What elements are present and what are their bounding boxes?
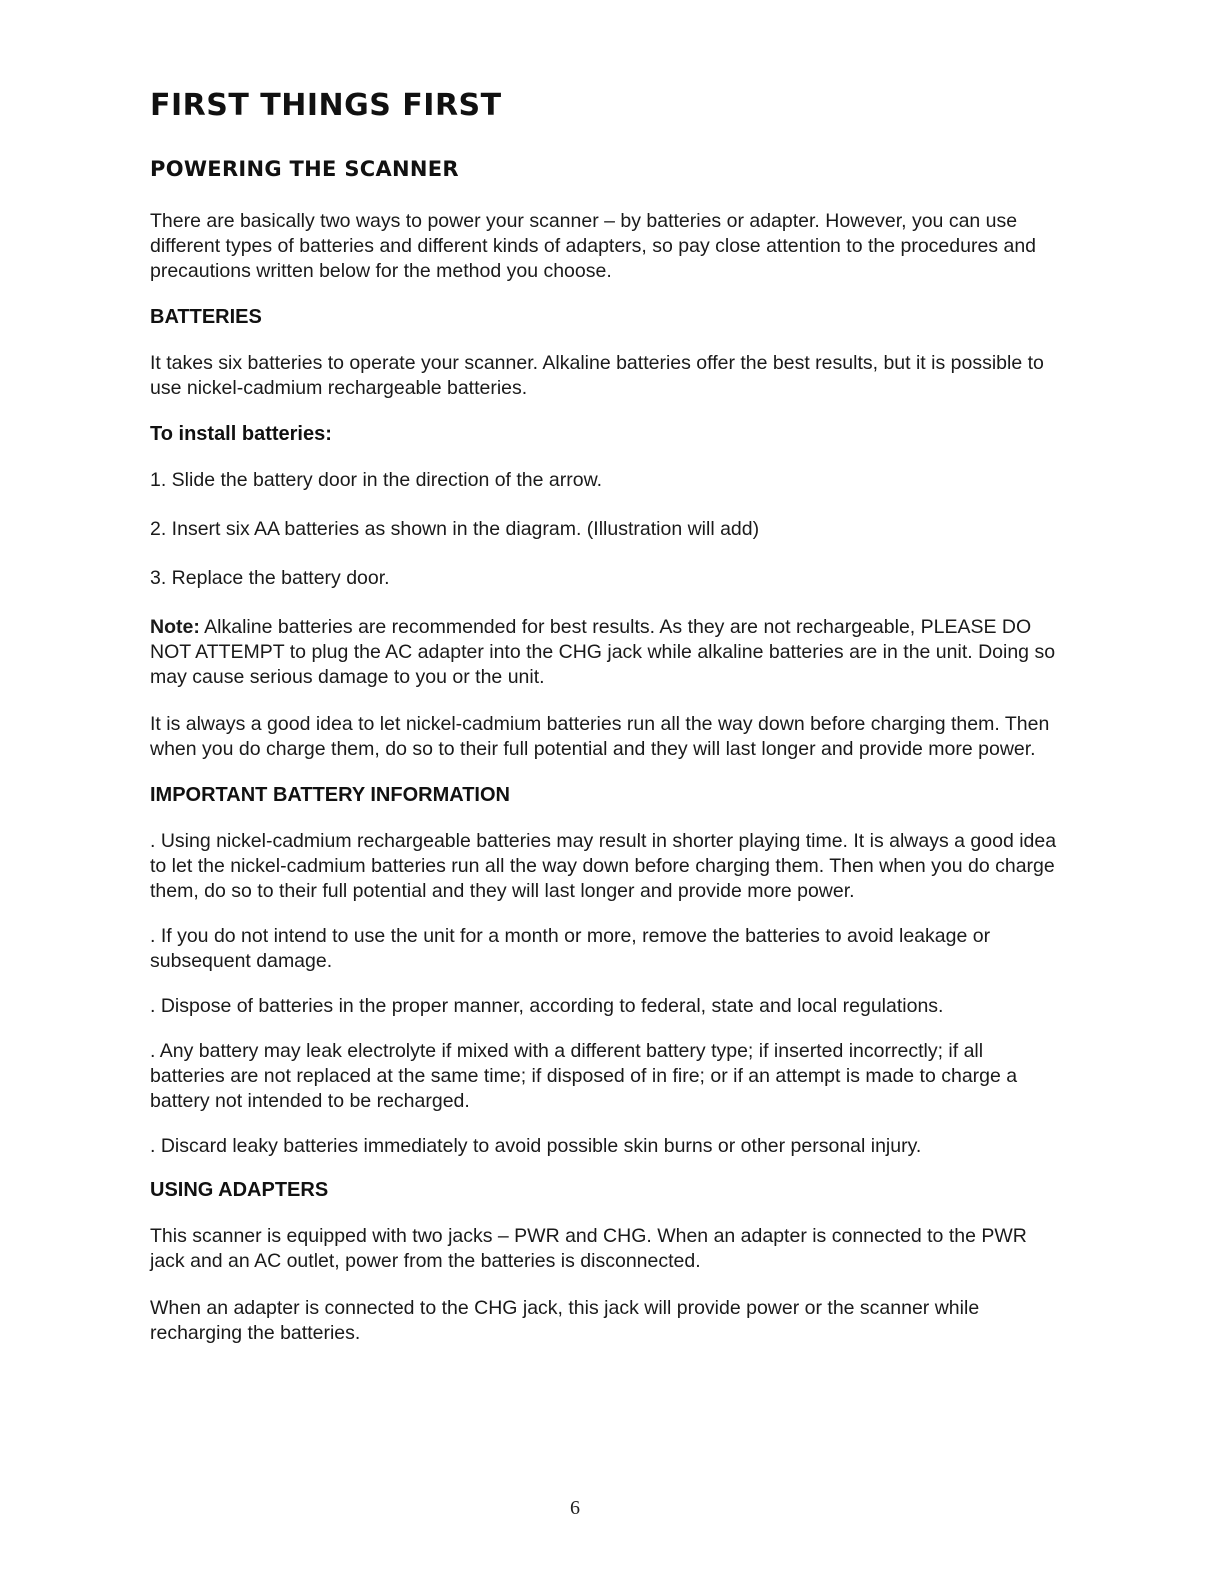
- batteries-paragraph: It takes six batteries to operate your scanner. Alkaline batteries offer the best results, but it is possible to use nickel-cadmium rechargeable batteries.: [150, 352, 1044, 399]
- page-number: 6: [570, 1497, 580, 1519]
- important-bullet: . Using nickel-cadmium rechargeable batteries may result in shorter playing time. It is always a good idea to let the nickel-cadmium batteries run all the way down before charging them. Then when you do charge them, do so to their full potential and they will last longer and provide more power.: [150, 830, 1057, 902]
- note-label: Note:: [150, 616, 200, 638]
- section-title: POWERING THE SCANNER: [150, 157, 459, 181]
- adapters-paragraph-2: When an adapter is connected to the CHG jack, this jack will provide power or the scanner while recharging the batteries.: [150, 1297, 980, 1344]
- important-bullet: . Any battery may leak electrolyte if mixed with a different battery type; if inserted incorrectly; if all batteries are not replaced at the same time; if disposed of in fire; or if an attempt is made to charge a battery not intended to be recharged.: [150, 1040, 1018, 1112]
- install-step-2: 2. Insert six AA batteries as shown in the diagram. (Illustration will add): [150, 518, 760, 540]
- note-paragraph: [150, 615, 1060, 690]
- page-title: FIRST THINGS FIRST: [150, 88, 502, 123]
- manual-page: [150, 88, 1060, 1368]
- note-text: Alkaline batteries are recommended for best results. As they are not rechargeable, PLEASE DO NOT ATTEMPT to plug the AC adapter into the CHG jack while alkaline batteries are in the unit. Doing so may cause serious damage to you or the unit.: [150, 616, 1056, 688]
- important-bullet: . Dispose of batteries in the proper manner, according to federal, state and local regulations.: [150, 995, 944, 1017]
- important-heading: IMPORTANT BATTERY INFORMATION: [150, 784, 510, 806]
- important-bullet: . Discard leaky batteries immediately to avoid possible skin burns or other personal injury.: [150, 1135, 922, 1157]
- batteries-heading: BATTERIES: [150, 306, 262, 328]
- important-bullet: . If you do not intend to use the unit for a month or more, remove the batteries to avoid leakage or subsequent damage.: [150, 925, 991, 972]
- adapters-paragraph-1: This scanner is equipped with two jacks – PWR and CHG. When an adapter is connected to the PWR jack and an AC outlet, power from the batteries is disconnected.: [150, 1225, 1027, 1272]
- intro-paragraph: There are basically two ways to power your scanner – by batteries or adapter. However, you can use different types of batteries and different kinds of adapters, so pay close attention to the procedures and precautions written below for the method you choose.: [150, 210, 1037, 282]
- install-step-1: 1. Slide the battery door in the direction of the arrow.: [150, 469, 603, 491]
- nicad-tip-paragraph: It is always a good idea to let nickel-cadmium batteries run all the way down before charging them. Then when you do charge them, do so to their full potential and they will last longer and provide more power.: [150, 713, 1050, 760]
- adapters-heading: USING ADAPTERS: [150, 1179, 329, 1201]
- install-step-3: 3. Replace the battery door.: [150, 567, 390, 589]
- install-heading: To install batteries:: [150, 423, 332, 445]
